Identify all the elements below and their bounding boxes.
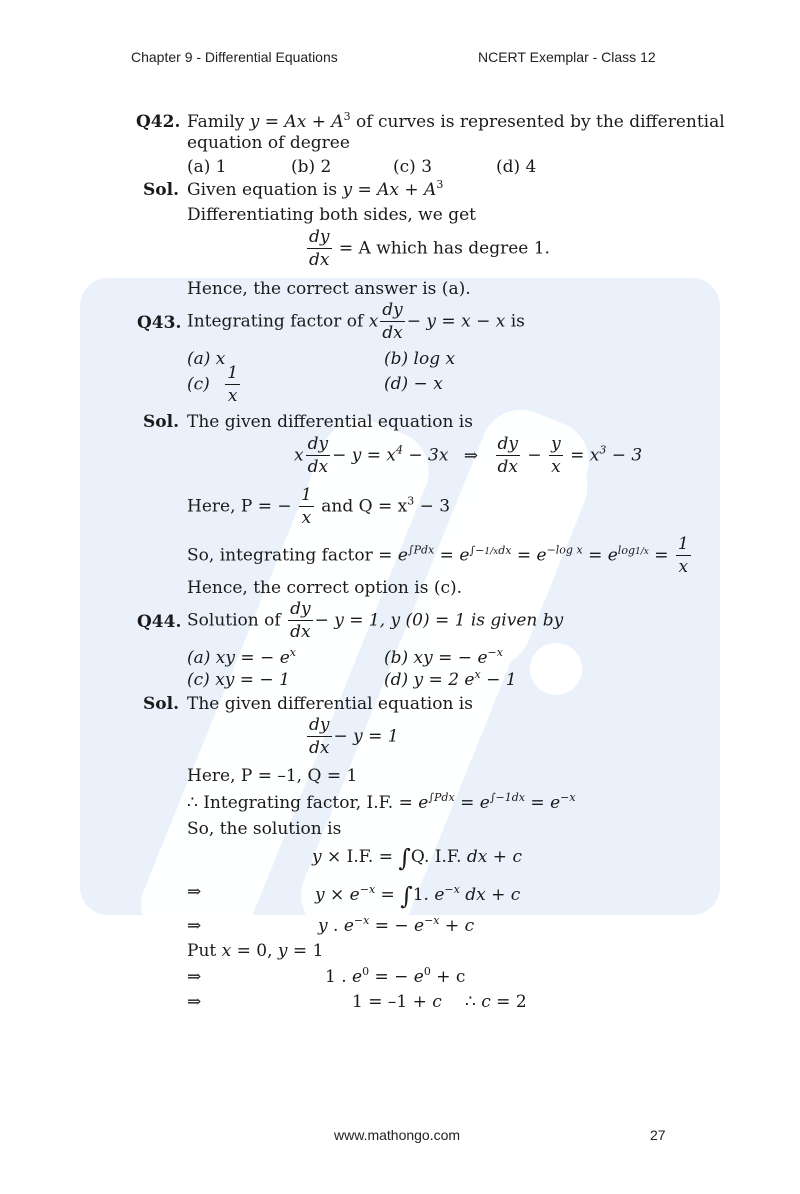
page-number: 27 [650, 1127, 666, 1143]
fraction: $\frac{y}{x}$ [551, 434, 561, 477]
q42-question [136, 114, 180, 131]
fraction: $\frac{dy}{dx}$ [497, 434, 519, 477]
q44-so-line: So, the solution is [187, 819, 342, 839]
q44-step5: 1 = –1 + c [352, 992, 442, 1012]
q42-option-a: (a) 1 [187, 157, 227, 177]
q43-integrating-factor: So, integrating factor = $e^{\int Pdx} = e^{\int-1/xdx} = e^{-log x} = e^{log1/x}$ = $\frac{1}{x}$ [187, 534, 689, 577]
q42-solution-label: Sol. [143, 180, 179, 200]
fraction: $\frac{1}{x}$ [227, 363, 239, 406]
q43-here-line: Here, P = − $\frac{1}{x}$ and $Q = x^3 - 3$ [187, 485, 451, 528]
q42-option-b: (b) 2 [291, 157, 332, 177]
q44-solution-equation: $\frac{dy}{dx}$ − y = 1 [309, 715, 399, 758]
q44-step3-arrow: ⇒ [187, 916, 202, 936]
q43-option-b: (b) log x [384, 349, 456, 369]
q42-solution-line1: Given equation is $y = Ax + A^3$ [187, 178, 444, 200]
q44-solution-label: Sol. [143, 694, 179, 714]
q44-step1: y × I.F. = ∫Q. I.F. dx + c [312, 844, 522, 872]
q44-text: Solution of $\frac{dy}{dx}$ − y = 1, y (0) = 1 is given by [187, 599, 564, 642]
q43-solution-line1: The given differential equation is [187, 412, 473, 432]
q44-step5-arrow: ⇒ [187, 992, 202, 1012]
q43-option-a: (a) x [187, 349, 226, 369]
fraction: $\frac{dy}{dx}$ [307, 434, 329, 477]
q44-put-line: Put x = 0, y = 1 [187, 941, 324, 961]
q44-integrating-factor: ∴ Integrating factor, I.F. = $e^{\int Pdx} = e^{\int-1dx} = e^{-x}$ [187, 791, 576, 813]
website-link[interactable]: www.mathongo.com [334, 1127, 461, 1143]
q42-option-d: (d) 4 [496, 157, 537, 177]
question-label: Q42. [136, 112, 181, 132]
q42-solution-line2: Differentiating both sides, we get [187, 205, 476, 225]
q43-option-d: (d) − x [384, 374, 443, 394]
q42-derivative: $\frac{dy}{dx}$ = A which has degree 1. [309, 227, 550, 270]
q42-text: Family $y = Ax + A^3$ of curves is represented by the differential [187, 110, 725, 132]
q44-step2-arrow: ⇒ [187, 882, 202, 902]
question-label: Q43. [137, 313, 182, 333]
q44-step4-arrow: ⇒ [187, 967, 202, 987]
chapter-title: Chapter 9 - Differential Equations [131, 49, 338, 65]
fraction: $\frac{dy}{dx}$ [290, 599, 311, 642]
q44-option-a: (a) xy = − $e^x$ [187, 646, 296, 668]
q44-solution-line1: The given differential equation is [187, 694, 473, 714]
fraction: $\frac{dy}{dx}$ [309, 227, 330, 270]
fraction: $\frac{dy}{dx}$ [309, 715, 330, 758]
book-title: NCERT Exemplar - Class 12 [478, 49, 656, 65]
q44-step3: y . $e^{-x}$ = − $e^{-x} + c$ [318, 914, 475, 936]
q42-conclusion: Hence, the correct answer is (a). [187, 279, 471, 299]
fraction: $\frac{1}{x}$ [677, 534, 689, 577]
q43-text: Integrating factor of x $\frac{dy}{dx}$ − y = x − x is [187, 300, 525, 343]
q42-option-c: (c) 3 [393, 157, 433, 177]
q44-option-d: (d) y = 2 $e^x - 1$ [384, 668, 517, 690]
fraction: $\frac{dy}{dx}$ [382, 300, 403, 343]
q44-question [137, 614, 181, 631]
q43-option-c: (c) $\frac{1}{x}$ [187, 363, 239, 406]
q43-solution-label: Sol. [143, 412, 179, 432]
q42-text-line2: equation of degree [187, 133, 350, 153]
fraction: $\frac{1}{x}$ [301, 485, 312, 528]
watermark-dot [530, 643, 582, 695]
q44-option-b: (b) xy = − $e^{-x}$ [384, 646, 503, 668]
q43-question [137, 315, 181, 332]
q43-conclusion: Hence, the correct option is (c). [187, 578, 463, 598]
question-label: Q44. [137, 612, 182, 632]
q44-option-c: (c) xy = − 1 [187, 670, 290, 690]
q44-step2: $y \times e^{-x} = \int 1$. $e^{-x}$ dx + c [315, 882, 521, 910]
q44-step5-result: ∴ c = 2 [465, 992, 527, 1012]
q44-step4: 1 . $e^0$ = − $e^0 + c$ [325, 965, 466, 987]
q44-here-line: Here, P = –1, Q = 1 [187, 766, 358, 786]
q43-solution-equation: x $\frac{dy}{dx}$ − $y = x^4 - 3x$ ⇒ $\frac{dy}{dx}$ − $\frac{y}{x}$ = $x^3 - 3$ [294, 434, 643, 477]
